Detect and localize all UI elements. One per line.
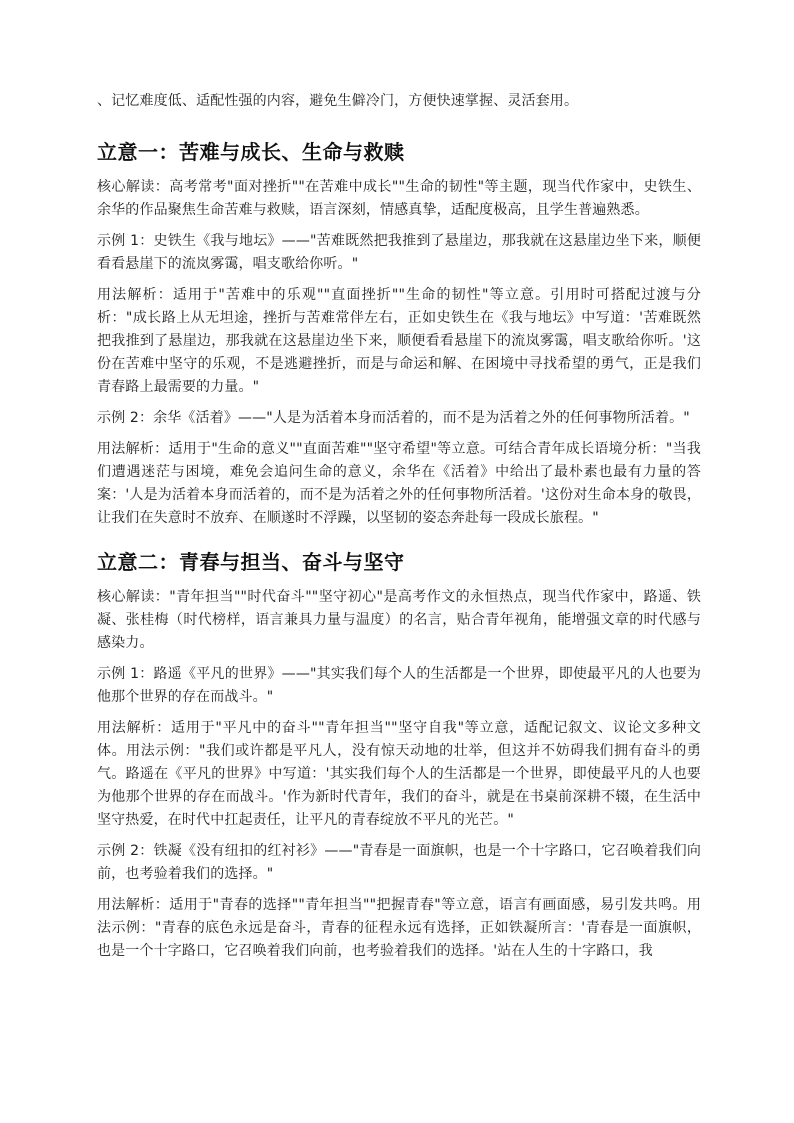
section-one — [97, 138, 701, 530]
usage-analysis-paragraph: 用法解析：适用于"青春的选择""青年担当""把握青春"等立意，语言有画面感，易引发共鸣。用法示例："青春的底色永远是奋斗，青春的征程永远有选择，正如铁凝所言：'青春是一面旗帜，也是一个十字路口，它召唤着我们向前，也考验着我们的选择。'站在人生的十字路口，我 — [97, 897, 701, 959]
core-interpretation-paragraph: 核心解读：高考常考"面对挫折""在苦难中成长""生命的韧性"等主题，现当代作家中，史铁生、余华的作品聚焦生命苦难与救赎，语言深刻，情感真挚，适配度极高，且学生普遍熟悉。 — [97, 179, 701, 218]
usage-analysis-paragraph: 用法解析：适用于"平凡中的奋斗""青年担当""坚守自我"等立意，适配记叙文、议论文多种文体。用法示例："我们或许都是平凡人，没有惊天动地的壮举，但这并不妨碍我们拥有奋斗的勇气。路遥在《平凡的世界》中写道：'其实我们每个人的生活都是一个世界，即使最平凡的人也要为他那个世界的存在而战斗。'作为新时代青年，我们的奋斗，就是在书桌前深耕不辍，在生活中坚守热爱，在时代中扛起责任，让平凡的青春绽放不平凡的光芒。" — [97, 720, 701, 828]
section-two — [97, 548, 701, 963]
section-heading: 立意一：苦难与成长、生命与救赎 — [97, 140, 405, 164]
intro-paragraph: 、记忆难度低、适配性强的内容，避免生僻冷门，方便快速掌握、灵活套用。 — [97, 93, 579, 109]
example-quote-paragraph: 示例 2：余华《活着》——"人是为活着本身而活着的，而不是为活着之外的任何事物所活着。" — [97, 410, 690, 426]
example-quote-paragraph: 示例 1：路遥《平凡的世界》——"其实我们每个人的生活都是一个世界，即使最平凡的人也要为他那个世界的存在而战斗。" — [97, 666, 701, 705]
section-heading: 立意二：青春与担当、奋斗与坚守 — [97, 550, 405, 574]
usage-analysis-paragraph: 用法解析：适用于"生命的意义""直面苦难""坚守希望"等立意。可结合青年成长语境分析："当我们遭遇迷茫与困境，难免会追问生命的意义，余华在《活着》中给出了最朴素也最有力量的答案：'人是为活着本身而活着的，而不是为活着之外的任何事物所活着。'这份对生命本身的敬畏，让我们在失意时不放弃、在顺遂时不浮躁，以坚韧的姿态奔赴每一段成长旅程。" — [97, 441, 701, 526]
document-body — [97, 90, 701, 971]
example-quote-paragraph: 示例 2：铁凝《没有纽扣的红衬衫》——"青春是一面旗帜，也是一个十字路口，它召唤着我们向前，也考验着我们的选择。" — [97, 843, 701, 882]
core-interpretation-paragraph: 核心解读："青年担当""时代奋斗""坚守初心"是高考作文的永恒热点，现当代作家中，路遥、铁凝、张桂梅（时代榜样，语言兼具力量与温度）的名言，贴合青年视角，能增强文章的时代感与感染力。 — [97, 589, 701, 651]
example-quote-paragraph: 示例 1：史铁生《我与地坛》——"苦难既然把我推到了悬崖边，那我就在这悬崖边坐下来，顺便看看悬崖下的流岚雾霭，唱支歌给你听。" — [97, 233, 701, 272]
usage-analysis-paragraph: 用法解析：适用于"苦难中的乐观""直面挫折""生命的韧性"等立意。引用时可搭配过渡与分析："成长路上从无坦途，挫折与苦难常伴左右，正如史铁生在《我与地坛》中写道：'苦难既然把我推到了悬崖边，那我就在这悬崖边坐下来，顺便看看悬崖下的流岚雾霭，唱支歌给你听。'这份在苦难中坚守的乐观，不是逃避挫折，而是与命运和解、在困境中寻找希望的勇气，正是我们青春路上最需要的力量。" — [97, 287, 701, 395]
